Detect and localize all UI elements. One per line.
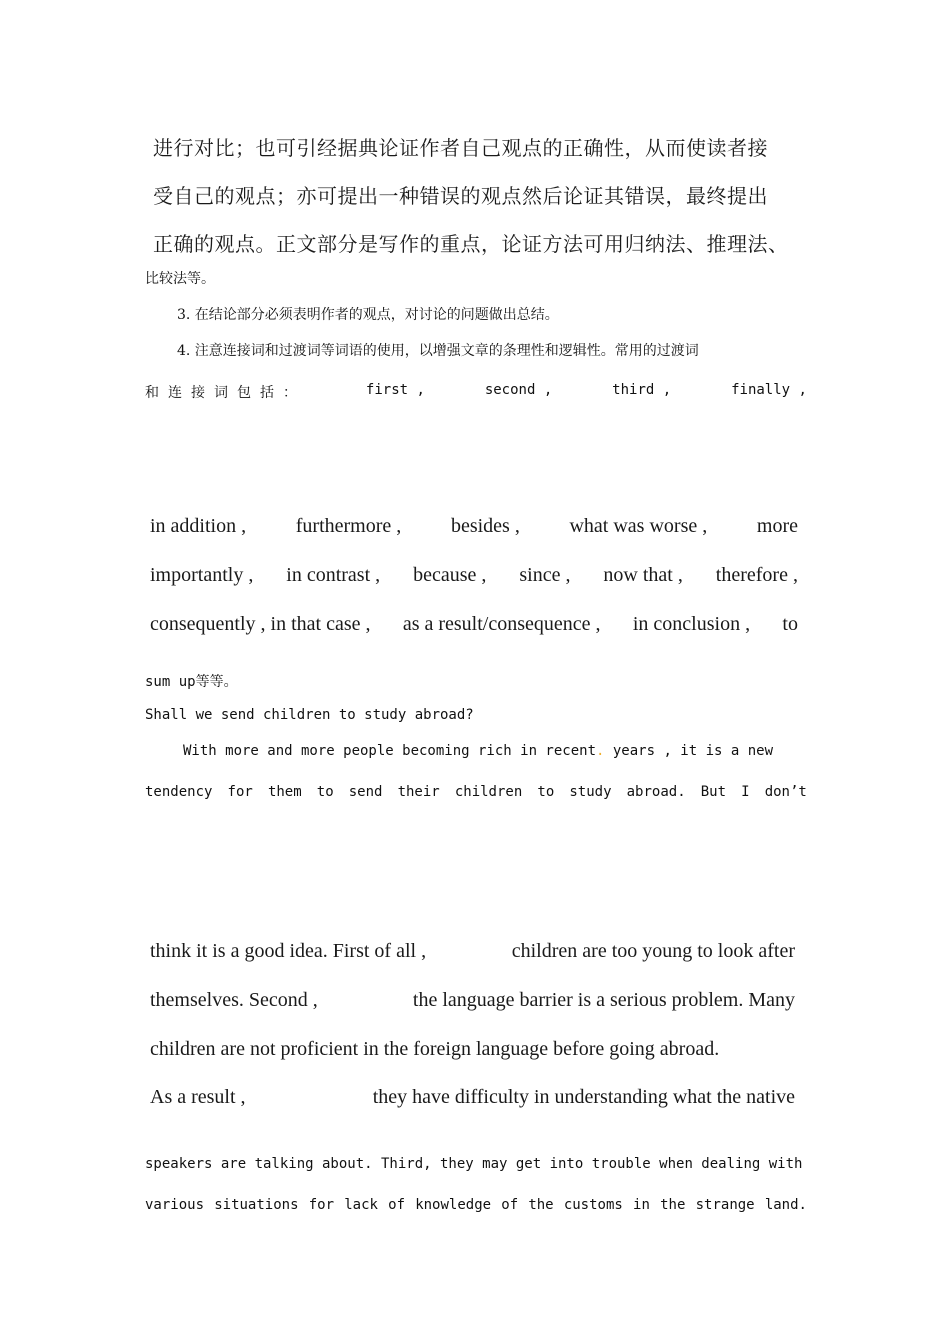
connector-item: what was worse , [569,515,708,537]
word: of [388,1197,405,1213]
connector-item: more [756,515,798,537]
connector-item: as a result/consequence , [402,613,601,635]
essay-big-line-3: children are not proficient in the foreign language before going abroad. [150,1038,720,1060]
connector-item: in contrast , [286,564,381,586]
tip-3: 3. 在结论部分必须表明作者的观点，对讨论的问题做出总结。 [177,307,559,323]
connector-first: first , [365,382,425,398]
essay-title: Shall we send children to study abroad? [145,707,474,723]
essay-big-line-2 [150,989,795,1012]
connector-row-3 [150,613,798,636]
connector-item: importantly , [150,564,254,586]
connector-item: since , [519,564,571,586]
connector-item: therefore , [715,564,798,586]
method-line-4: 比较法等。 [145,271,215,287]
word: abroad. [626,784,686,800]
connector-third: third , [612,382,672,398]
phrase: As a result , [150,1086,246,1108]
connector-row-1 [150,515,798,538]
connector-finally: finally , [731,382,807,398]
word: send [348,784,383,800]
connector-intro: 和连接词包括： [145,385,306,401]
connector-item: now that , [603,564,683,586]
word: them [267,784,302,800]
word: customs [563,1197,623,1213]
essay-line-2 [145,784,807,800]
word: to [537,784,555,800]
essay-line-4 [145,1197,807,1213]
essay-line-3: speakers are talking about. Third, they may get into trouble when dealing with [145,1156,803,1172]
connector-item: to [782,613,798,635]
essay-line-1-text: With more and more people becoming rich in recent [183,743,597,759]
phrase: think it is a good idea. First of all , [150,940,427,962]
connector-inline-row [145,382,807,402]
word: tendency [145,784,213,800]
word: don’t [764,784,807,800]
connector-second: second , [484,382,553,398]
essay-big-line-1 [150,940,795,963]
essay-line-1-rest: years , it is a new [604,743,774,759]
word: But [700,784,727,800]
word: land. [764,1197,807,1213]
word: their [397,784,440,800]
word: study [569,784,612,800]
connector-item: in addition , [150,515,247,537]
essay-line-1 [183,743,773,759]
ink-dot: . [596,743,605,759]
word: I [741,784,750,800]
word: knowledge [415,1197,492,1213]
word: the [660,1197,686,1213]
word: of [501,1197,519,1213]
connector-item: besides , [450,515,520,537]
connector-ending: sum up等等。 [145,674,238,690]
word: lack [344,1197,378,1213]
phrase: children are too young to look after [511,940,795,962]
connector-item: in conclusion , [632,613,751,635]
word: to [316,784,334,800]
word: situations [214,1197,299,1213]
phrase: they have difficulty in understanding what the native [372,1086,795,1108]
word: for [308,1197,335,1213]
word: in [633,1197,650,1213]
tip-4: 4. 注意连接词和过渡词等词语的使用，以增强文章的条理性和逻辑性。常用的过渡词 [177,343,699,359]
word: various [145,1197,205,1213]
phrase: the language barrier is a serious problem. Many [412,989,795,1011]
phrase: themselves. Second , [150,989,318,1011]
method-line-1: 进行对比；也可引经据典论证作者自己观点的正确性，从而使读者接 [153,138,768,160]
connector-item: because , [413,564,487,586]
word: for [227,784,253,800]
connector-item: furthermore , [295,515,402,537]
connector-item: consequently , in that case , [150,613,371,635]
word: strange [695,1197,755,1213]
connector-row-2 [150,564,798,587]
method-line-2: 受自己的观点；亦可提出一种错误的观点然后论证其错误，最终提出 [153,186,768,208]
essay-big-line-4 [150,1086,795,1109]
word: children [454,784,523,800]
word: the [528,1197,554,1213]
method-line-3: 正确的观点。正文部分是写作的重点，论证方法可用归纳法、推理法、 [153,234,789,256]
